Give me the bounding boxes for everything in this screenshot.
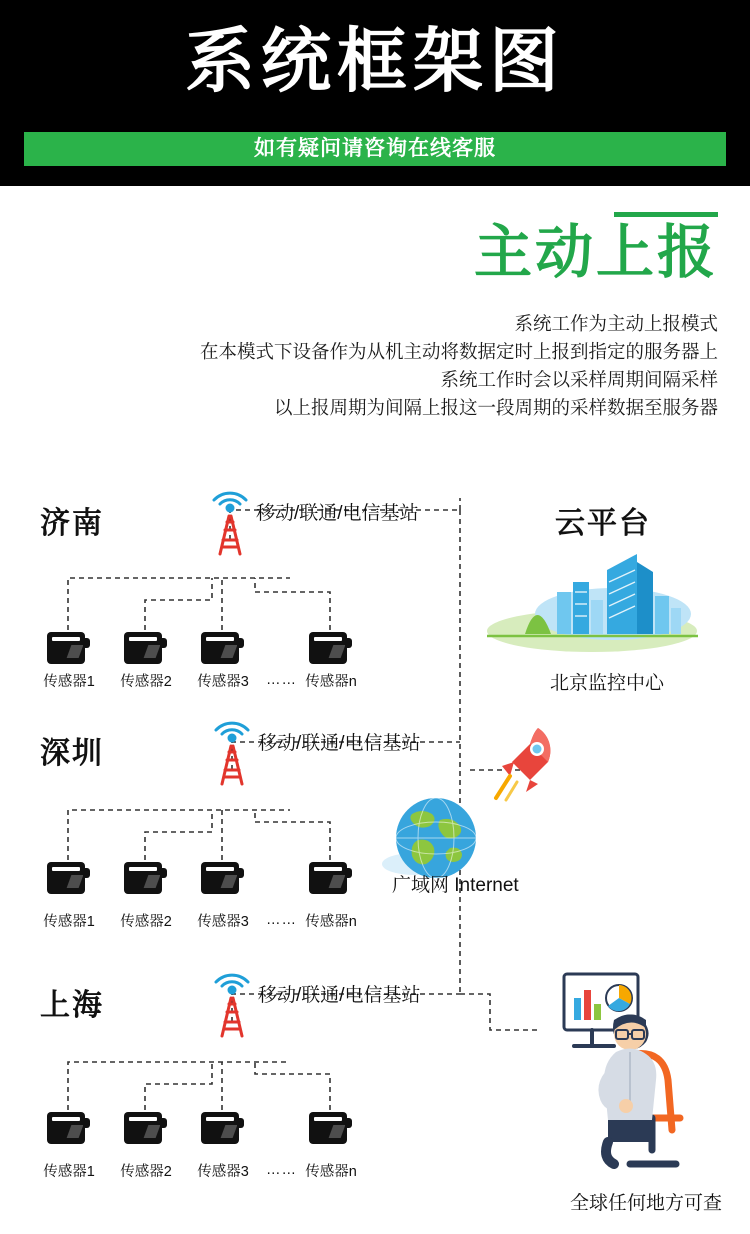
header-accent-bar-right: [650, 132, 726, 166]
sensor-label: 传感器1: [43, 914, 95, 930]
sensor-icon: [309, 1108, 353, 1144]
cloud-platform-icon: [485, 548, 700, 658]
sensor-icon: [309, 628, 353, 664]
sensor-label: 传感器1: [43, 674, 95, 690]
sensor-label: 传感器2: [120, 674, 172, 690]
sensor-icon: [124, 1108, 168, 1144]
base-station-label-shenzhen: 移动/联通/电信基站: [258, 733, 421, 754]
system-architecture-diagram: [0, 470, 750, 1234]
section-description-line: 系统工作为主动上报模式: [514, 313, 718, 334]
sensor-label: 传感器3: [197, 914, 249, 930]
page-title: 系统框架图: [185, 22, 565, 100]
sensor-icon: [47, 1108, 91, 1144]
sensor-icon: [124, 628, 168, 664]
cell-tower-icon: [198, 478, 262, 558]
sensor-label: 传感器1: [43, 1164, 95, 1180]
sensor-label: 传感器n: [305, 914, 357, 930]
sensor-icon: [47, 858, 91, 894]
base-station-label-jinan: 移动/联通/电信基站: [256, 503, 419, 524]
sensor-label: 传感器2: [120, 1164, 172, 1180]
internet-label: 广域网 Internet: [392, 875, 519, 896]
base-station-label-shanghai: 移动/联通/电信基站: [258, 985, 421, 1006]
city-label-shanghai: 上海: [40, 989, 104, 1022]
cell-tower-icon: [200, 960, 264, 1040]
header-subtitle: 如有疑问请咨询在线客服: [254, 137, 496, 160]
sensor-ellipsis: ……: [266, 1162, 297, 1178]
sensor-icon: [47, 628, 91, 664]
sensor-ellipsis: ……: [266, 672, 297, 688]
sensor-icon: [201, 1108, 245, 1144]
sensor-icon: [124, 858, 168, 894]
section-title-underline: [614, 212, 718, 217]
sensor-label: 传感器3: [197, 1164, 249, 1180]
sensor-label: 传感器n: [305, 1164, 357, 1180]
section-description-line: 在本模式下设备作为从机主动将数据定时上报到指定的服务器上: [199, 341, 718, 362]
page-header: [0, 0, 750, 186]
section-description: [28, 310, 718, 422]
sensor-icon: [201, 628, 245, 664]
sensor-label: 传感器n: [305, 674, 357, 690]
sensor-label: 传感器2: [120, 914, 172, 930]
header-accent-bar-left: [24, 132, 100, 166]
user-at-desk-icon: [530, 968, 730, 1178]
cell-tower-icon: [200, 708, 264, 788]
cloud-platform-title: 云平台: [555, 507, 651, 540]
city-label-jinan: 济南: [40, 507, 104, 540]
sensor-icon: [309, 858, 353, 894]
section-description-line: 以上报周期为间隔上报这一段周期的采样数据至服务器: [273, 397, 718, 418]
sensor-icon: [201, 858, 245, 894]
city-label-shenzhen: 深圳: [40, 737, 104, 770]
monitoring-center-label: 北京监控中心: [550, 673, 665, 694]
anywhere-access-label: 全球任何地方可查: [570, 1193, 723, 1214]
sensor-label: 传感器3: [197, 674, 249, 690]
section-description-line: 系统工作时会以采样周期间隔采样: [440, 369, 718, 390]
section-title: 主动上报: [473, 220, 718, 285]
sensor-ellipsis: ……: [266, 912, 297, 928]
